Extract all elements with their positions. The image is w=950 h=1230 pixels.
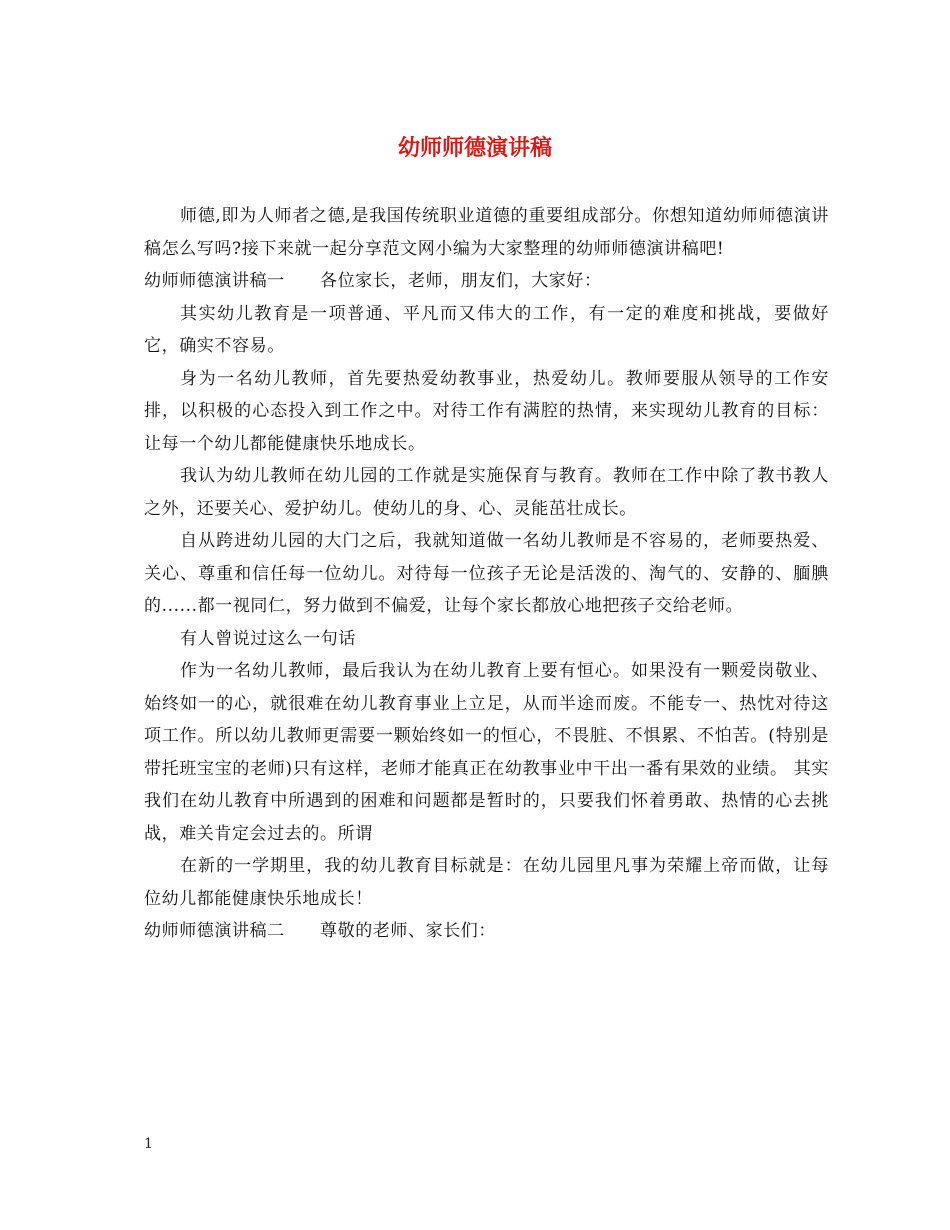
paragraph-intro: 师德,即为人师者之德,是我国传统职业道德的重要组成部分。你想知道幼师师德演讲稿怎么写吗?接下来就一起分享范文网小编为大家整理的幼师师德演讲稿吧! xyxy=(144,206,829,259)
speech-one-heading: 幼师师德演讲稿一 各位家长，老师，朋友们，大家好： xyxy=(144,271,602,291)
paragraph: 其实幼儿教育是一项普通、平凡而又伟大的工作，有一定的难度和挑战，要做好它，确实不容易。 xyxy=(144,303,829,356)
paragraph: 有人曾说过这么一句话 xyxy=(180,628,356,649)
paragraph: 身为一名幼儿教师，首先要热爱幼教事业，热爱幼儿。教师要服从领导的工作安排，以积极的心态投入到工作之中。对待工作有满腔的热情，来实现幼儿教育的目标：让每一个幼儿都能健康快乐地成长。 xyxy=(144,368,829,454)
page-number: 1 xyxy=(144,1136,153,1152)
speech-two-heading: 幼师师德演讲稿二 尊敬的老师、家长们： xyxy=(144,921,496,941)
paragraph: 作为一名幼儿教师，最后我认为在幼儿教育上要有恒心。如果没有一颗爱岗敬业、始终如一的心，就很难在幼儿教育事业上立足，从而半途而废。不能专一、热忱对待这项工作。所以幼儿教师更需要一颗始终如一的恒心，不畏脏、不惧累、不怕苦。(特别是带托班宝宝的老师)只有这样，老师才能真正在幼教事业中干出一番有果效的业绩。 其实我们在幼儿教育中所遇到的困难和问题都是暂时的，只要我们怀着勇敢、热情的心去挑战，难关肯定会过去的。所谓 xyxy=(144,661,829,844)
paragraph: 我认为幼儿教师在幼儿园的工作就是实施保育与教育。教师在工作中除了教书教人之外，还要关心、爱护幼儿。使幼儿的身、心、灵能茁壮成长。 xyxy=(144,466,829,519)
paragraph: 自从跨进幼儿园的大门之后，我就知道做一名幼儿教师是不容易的，老师要热爱、关心、尊重和信任每一位幼儿。对待每一位孩子无论是活泼的、淘气的、安静的、腼腆的......都一视同仁，努力做到不偏爱，让每个家长都放心地把孩子交给老师。 xyxy=(144,531,829,616)
document-title: 幼师师德演讲稿 xyxy=(397,135,552,161)
document-body xyxy=(144,200,829,948)
paragraph: 在新的一学期里，我的幼儿教育目标就是：在幼儿园里凡事为荣耀上帝而做，让每位幼儿都能健康快乐地成长！ xyxy=(144,856,829,909)
